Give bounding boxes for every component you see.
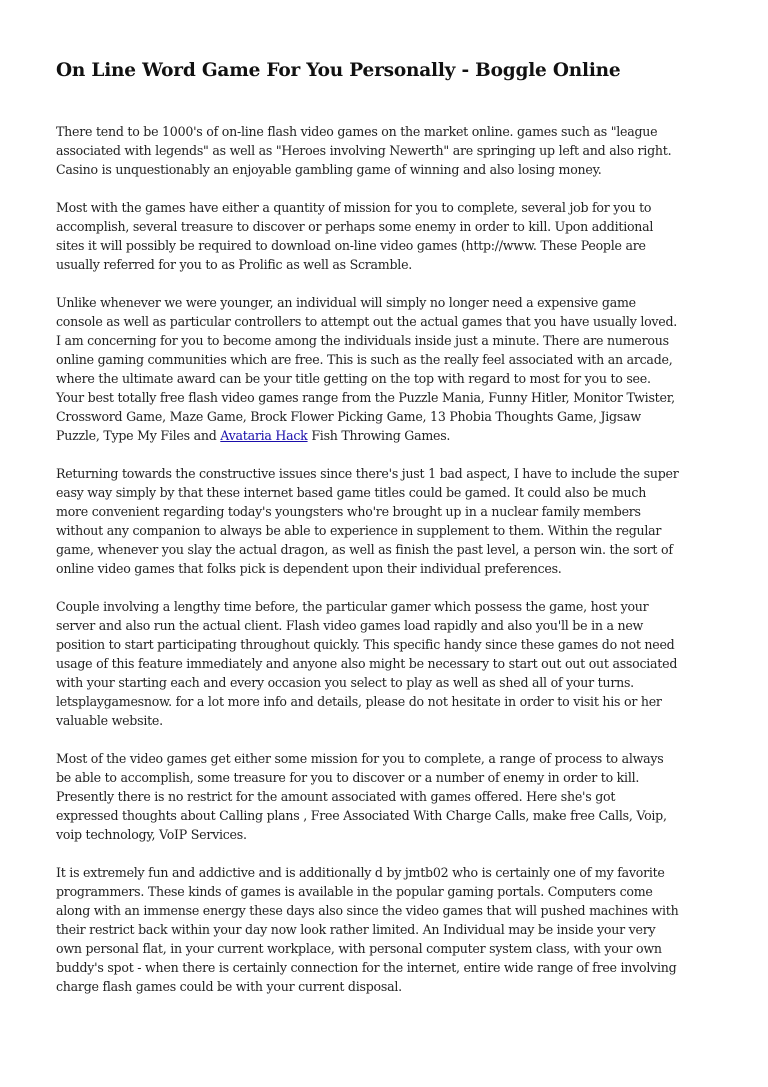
text-line: valuable website. bbox=[56, 713, 163, 728]
text-line bbox=[56, 426, 736, 445]
text-line: voip technology, VoIP Services. bbox=[56, 827, 247, 842]
text-line: It is extremely fun and addictive and is additionally d by jmtb02 who is certainly one of my favorite bbox=[56, 865, 665, 880]
text-line: sites it will possibly be required to download on-line video games (http://www. These People are bbox=[56, 238, 646, 253]
text-line: associated with legends" as well as "Heroes involving Newerth" are springing up left and also right. bbox=[56, 143, 672, 158]
text-line: Unlike whenever we were younger, an individual will simply no longer need a expensive game bbox=[56, 295, 636, 310]
text-line: expressed thoughts about Calling plans , Free Associated With Charge Calls, make free Calls, Voip, bbox=[56, 808, 667, 823]
text-line: more convenient regarding today's youngsters who're brought up in a nuclear family members bbox=[56, 504, 641, 519]
paragraph bbox=[56, 198, 736, 274]
text-line: usually referred for you to as Prolific as well as Scramble. bbox=[56, 257, 413, 272]
article-body bbox=[56, 122, 736, 1015]
text-line: Your best totally free flash video games range from the Puzzle Mania, Funny Hitler, Monitor Twister, bbox=[56, 390, 675, 405]
text-line: Casino is unquestionably an enjoyable gambling game of winning and also losing money. bbox=[56, 162, 602, 177]
text-line: letsplaygamesnow. for a lot more info and details, please do not hesitate in order to visit his or her bbox=[56, 694, 662, 709]
text-line: be able to accomplish, some treasure for you to discover or a number of enemy in order to kill. bbox=[56, 770, 640, 785]
text-line: accomplish, several treasure to discover or perhaps some enemy in order to kill. Upon additional bbox=[56, 219, 654, 234]
text-line: with your starting each and every occasion you select to play as well as shed all of your turns. bbox=[56, 675, 634, 690]
text-line: where the ultimate award can be your title getting on the top with regard to most for you to see. bbox=[56, 371, 651, 386]
paragraph bbox=[56, 293, 736, 445]
text-line: Most with the games have either a quantity of mission for you to complete, several job for you to bbox=[56, 200, 652, 215]
paragraph bbox=[56, 122, 736, 179]
avataria-hack-link[interactable]: Avataria Hack bbox=[220, 428, 308, 443]
text-line: I am concerning for you to become among the individuals inside just a minute. There are numerous bbox=[56, 333, 669, 348]
text-line: easy way simply by that these internet based game titles could be gamed. It could also be much bbox=[56, 485, 647, 500]
text-line: Couple involving a lengthy time before, the particular gamer which possess the game, host your bbox=[56, 599, 649, 614]
text-line: online video games that folks pick is dependent upon their individual preferences. bbox=[56, 561, 562, 576]
text-line: Returning towards the constructive issues since there's just 1 bad aspect, I have to include the super bbox=[56, 466, 679, 481]
text-line: console as well as particular controllers to attempt out the actual games that you have usually loved. bbox=[56, 314, 678, 329]
paragraph bbox=[56, 749, 736, 844]
text-line: game, whenever you slay the actual dragon, as well as finish the past level, a person win. the sort of bbox=[56, 542, 673, 557]
paragraph bbox=[56, 464, 736, 578]
paragraph bbox=[56, 863, 736, 996]
text-line: position to start participating throughout quickly. This specific handy since these games do not need bbox=[56, 637, 675, 652]
text-line: online gaming communities which are free. This is such as the really feel associated with an arcade, bbox=[56, 352, 673, 367]
text-line: server and also run the actual client. Flash video games load rapidly and also you'll be in a new bbox=[56, 618, 644, 633]
text-line: programmers. These kinds of games is available in the popular gaming portals. Computers come bbox=[56, 884, 653, 899]
text-line: There tend to be 1000's of on-line flash video games on the market online. games such as "league bbox=[56, 124, 658, 139]
text-line: own personal flat, in your current workplace, with personal computer system class, with your own bbox=[56, 941, 662, 956]
text-segment: Puzzle, Type My Files and bbox=[56, 428, 221, 443]
text-line: Most of the video games get either some mission for you to complete, a range of process to always bbox=[56, 751, 664, 766]
text-line: buddy's spot - when there is certainly connection for the internet, entire wide range of free involving bbox=[56, 960, 677, 975]
text-line: Crossword Game, Maze Game, Brock Flower Picking Game, 13 Phobia Thoughts Game, Jigsaw bbox=[56, 409, 641, 424]
text-line: charge flash games could be with your current disposal. bbox=[56, 979, 402, 994]
page-title: On Line Word Game For You Personally - Boggle Online bbox=[56, 60, 621, 81]
text-line: without any companion to always be able to experience in supplement to them. Within the regular bbox=[56, 523, 662, 538]
text-line: along with an immense energy these days also since the video games that will pushed machines with bbox=[56, 903, 679, 918]
text-line: Presently there is no restrict for the amount associated with games offered. Here she's got bbox=[56, 789, 616, 804]
text-line: usage of this feature immediately and anyone also might be necessary to start out out out associated bbox=[56, 656, 678, 671]
text-segment: Fish Throwing Games. bbox=[307, 428, 451, 443]
paragraph bbox=[56, 597, 736, 730]
text-line: their restrict back within your day now look rather limited. An Individual may be inside your very bbox=[56, 922, 656, 937]
